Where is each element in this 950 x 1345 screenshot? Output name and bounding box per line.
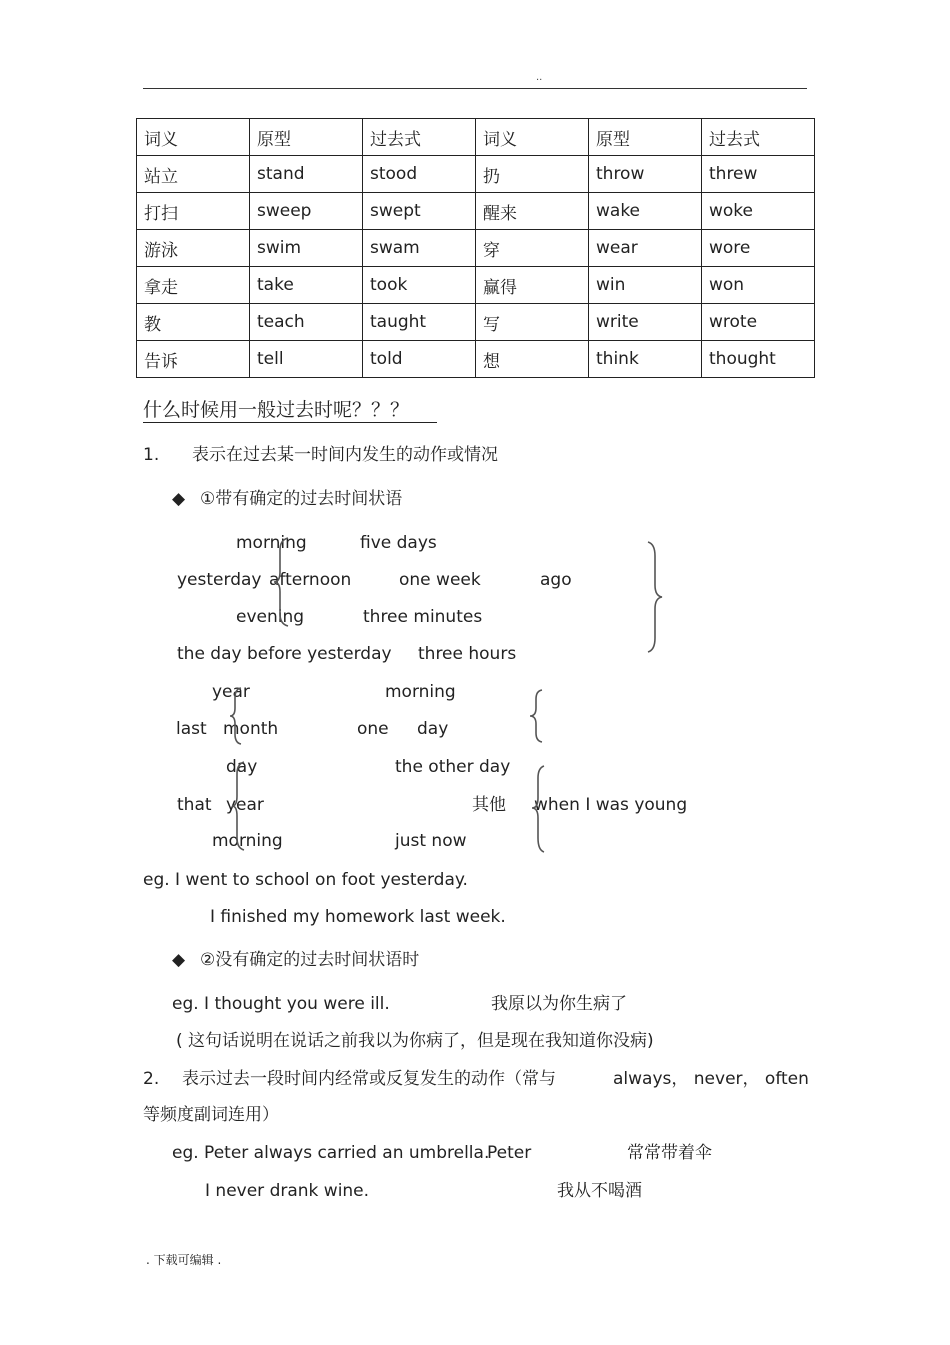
table-cell: 想 (476, 341, 589, 378)
table-row (137, 156, 815, 193)
word-morning-3: morning (212, 831, 283, 851)
table-header-cell: 原型 (250, 119, 363, 156)
table-cell: 教 (137, 304, 250, 341)
word-evening: evening (236, 607, 305, 627)
example-1b: I finished my homework last week. (210, 907, 506, 927)
section2-example-1: eg. Peter always carried an umbrella. (172, 1143, 490, 1163)
table-row (137, 304, 815, 341)
left-brace-icon (528, 688, 546, 744)
word-when-young: when I was young (534, 795, 688, 815)
table-cell: taught (363, 304, 476, 341)
word-three-minutes: three minutes (363, 607, 483, 627)
table-cell: 穿 (476, 230, 589, 267)
table-cell: sweep (250, 193, 363, 230)
table-cell: tell (250, 341, 363, 378)
table-row (137, 193, 815, 230)
section2-example-1-name: Peter (487, 1143, 532, 1163)
table-cell: thought (702, 341, 815, 378)
table-row (137, 341, 815, 378)
table-header-cell: 词义 (476, 119, 589, 156)
bullet1-text: ①带有确定的过去时间状语 (200, 489, 403, 509)
table-row (137, 230, 815, 267)
table-cell: 游泳 (137, 230, 250, 267)
word-month: month (223, 719, 279, 739)
table-cell: 告诉 (137, 341, 250, 378)
section2-text-cont: 等频度副词连用） (143, 1105, 279, 1125)
word-year: year (212, 682, 250, 702)
table-cell: 赢得 (476, 267, 589, 304)
table-cell: threw (702, 156, 815, 193)
bullet-diamond-icon: ◆ (172, 489, 186, 509)
right-brace-icon (644, 540, 666, 654)
word-the-other-day: the other day (395, 757, 511, 777)
table-header-row (137, 119, 815, 156)
example-2-translation: 我原以为你生病了 (491, 994, 627, 1014)
section1-number: 1. (143, 445, 160, 465)
table-cell: think (589, 341, 702, 378)
word-last: last (176, 719, 207, 739)
section2-text: 表示过去一段时间内经常或反复发生的动作（常与 (182, 1069, 556, 1089)
word-morning-2: morning (385, 682, 456, 702)
left-brace-icon (228, 686, 246, 746)
word-day: day (417, 719, 449, 739)
table-cell: 写 (476, 304, 589, 341)
example-2: eg. I thought you were ill. (172, 994, 390, 1014)
table-cell: take (250, 267, 363, 304)
table-cell: throw (589, 156, 702, 193)
bullet2-text: ②没有确定的过去时间状语时 (200, 950, 420, 970)
left-brace-icon (230, 760, 248, 852)
table-cell: swim (250, 230, 363, 267)
word-afternoon: afternoon (269, 570, 352, 590)
word-that: that (177, 795, 212, 815)
table-cell: took (363, 267, 476, 304)
table-cell: woke (702, 193, 815, 230)
word-five-days: five days (360, 533, 437, 553)
section2-example-2: I never drank wine. (205, 1181, 370, 1201)
table-header-cell: 过去式 (702, 119, 815, 156)
word-other-label: 其他 (472, 795, 506, 815)
word-morning: morning (236, 533, 307, 553)
table-cell: wrote (702, 304, 815, 341)
word-just-now: just now (395, 831, 467, 851)
word-year-2: year (226, 795, 264, 815)
header-dots: .. (536, 72, 543, 83)
table-cell: won (702, 267, 815, 304)
table-cell: 拿走 (137, 267, 250, 304)
word-one: one (357, 719, 389, 739)
question-title: 什么时候用一般过去时呢？？？ (143, 398, 437, 423)
verb-table (136, 118, 815, 378)
left-brace-icon (272, 536, 294, 628)
word-three-hours: three hours (418, 644, 517, 664)
table-cell: teach (250, 304, 363, 341)
word-day-2: day (226, 757, 258, 777)
table-cell: write (589, 304, 702, 341)
section2-number: 2. (143, 1069, 160, 1089)
table-cell: 醒来 (476, 193, 589, 230)
bullet-diamond-icon: ◆ (172, 950, 186, 970)
table-row (137, 267, 815, 304)
table-cell: wake (589, 193, 702, 230)
table-cell: stood (363, 156, 476, 193)
word-one-week: one week (399, 570, 481, 590)
section1-text: 表示在过去某一时间内发生的动作或情况 (192, 445, 498, 465)
table-cell: wear (589, 230, 702, 267)
table-cell: swam (363, 230, 476, 267)
word-day-before-yesterday: the day before yesterday (177, 644, 392, 664)
table-cell: 扔 (476, 156, 589, 193)
table-cell: swept (363, 193, 476, 230)
table-cell: stand (250, 156, 363, 193)
table-cell: 打扫 (137, 193, 250, 230)
footer-text: . 下载可编辑 . (146, 1253, 222, 1267)
section2-example-2-translation: 我从不喝酒 (557, 1181, 642, 1201)
left-brace-icon (530, 764, 548, 854)
table-cell: wore (702, 230, 815, 267)
table-cell: 站立 (137, 156, 250, 193)
table-header-cell: 词义 (137, 119, 250, 156)
table-cell: told (363, 341, 476, 378)
table-header-cell: 过去式 (363, 119, 476, 156)
word-yesterday: yesterday (177, 570, 262, 590)
table-cell: win (589, 267, 702, 304)
section2-example-1-translation: 常常带着伞 (627, 1143, 712, 1163)
table-header-cell: 原型 (589, 119, 702, 156)
word-ago: ago (540, 570, 572, 590)
header-rule (143, 88, 807, 89)
example-1: eg. I went to school on foot yesterday. (143, 870, 468, 890)
note-text: ( 这句话说明在说话之前我以为你病了，但是现在我知道你没病) (176, 1031, 654, 1051)
section2-adverbs: always， never， often (613, 1069, 809, 1089)
